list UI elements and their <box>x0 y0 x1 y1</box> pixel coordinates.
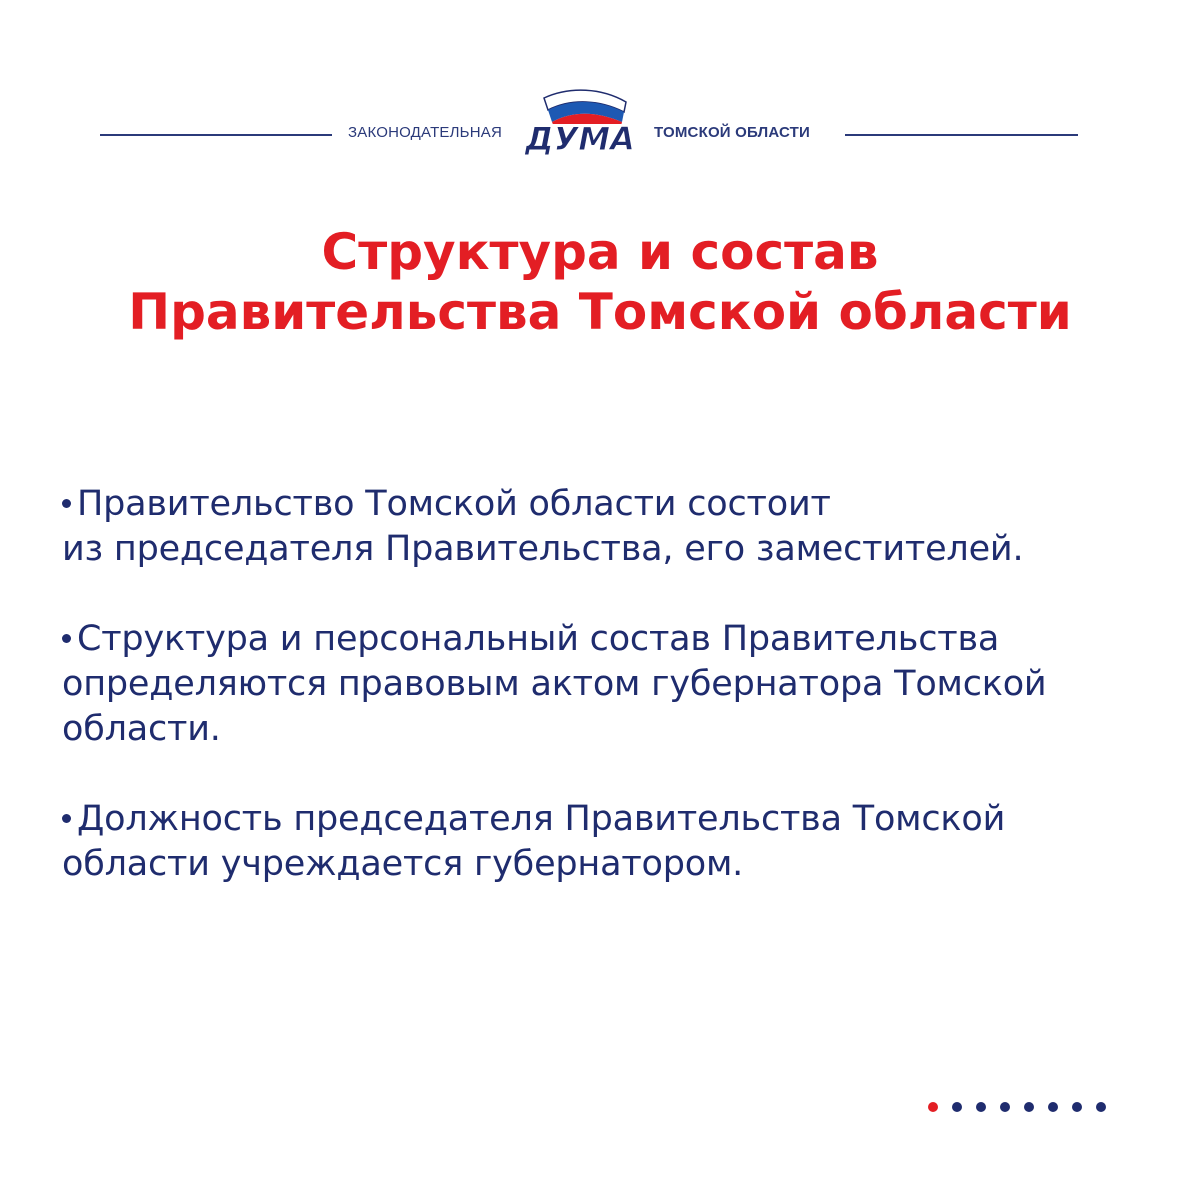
pager-dot-active[interactable] <box>928 1102 938 1112</box>
pager-dot[interactable] <box>1048 1102 1058 1112</box>
bullet-line <box>62 617 1162 662</box>
pager-dot[interactable] <box>976 1102 986 1112</box>
bullet-line: области учреждается губернатором. <box>62 844 744 884</box>
bullet-item <box>62 797 1162 887</box>
pager-dot[interactable] <box>1072 1102 1082 1112</box>
duma-flag-logo <box>510 84 650 164</box>
page-title-line-2: Правительства Томской области <box>128 283 1072 341</box>
page-title-line-1: Структура и состав <box>321 223 879 281</box>
bullet-line: области. <box>62 709 221 749</box>
pager-dot[interactable] <box>952 1102 962 1112</box>
page-title <box>0 222 1200 342</box>
header-right-text: ТОМСКОЙ ОБЛАСТИ <box>654 124 811 141</box>
bullet-dot-icon <box>62 634 71 643</box>
slide-pager <box>928 1101 1106 1113</box>
pager-dot[interactable] <box>1024 1102 1034 1112</box>
bullet-dot-icon <box>62 499 71 508</box>
pager-dot[interactable] <box>1000 1102 1010 1112</box>
bullet-line: определяются правовым актом губернатора Томской <box>62 664 1047 704</box>
bullet-line: из председателя Правительства, его заместителей. <box>62 529 1024 569</box>
header <box>0 84 1200 174</box>
logo-word: ДУМА <box>525 120 635 158</box>
bullet-dot-icon <box>62 814 71 823</box>
bullet-item <box>62 617 1162 752</box>
bullet-item <box>62 482 1162 572</box>
header-left-text: ЗАКОНОДАТЕЛЬНАЯ <box>348 124 502 141</box>
header-divider-right <box>845 134 1078 136</box>
pager-dot[interactable] <box>1096 1102 1106 1112</box>
bullet-line <box>62 797 1162 842</box>
bullet-text: Должность председателя Правительства Томской <box>77 799 1006 839</box>
bullet-text: Правительство Томской области состоит <box>77 484 831 524</box>
bullet-line <box>62 482 1162 527</box>
bullet-text: Структура и персональный состав Правительства <box>77 619 1000 659</box>
header-divider-left <box>100 134 332 136</box>
bullet-list <box>62 482 1162 932</box>
